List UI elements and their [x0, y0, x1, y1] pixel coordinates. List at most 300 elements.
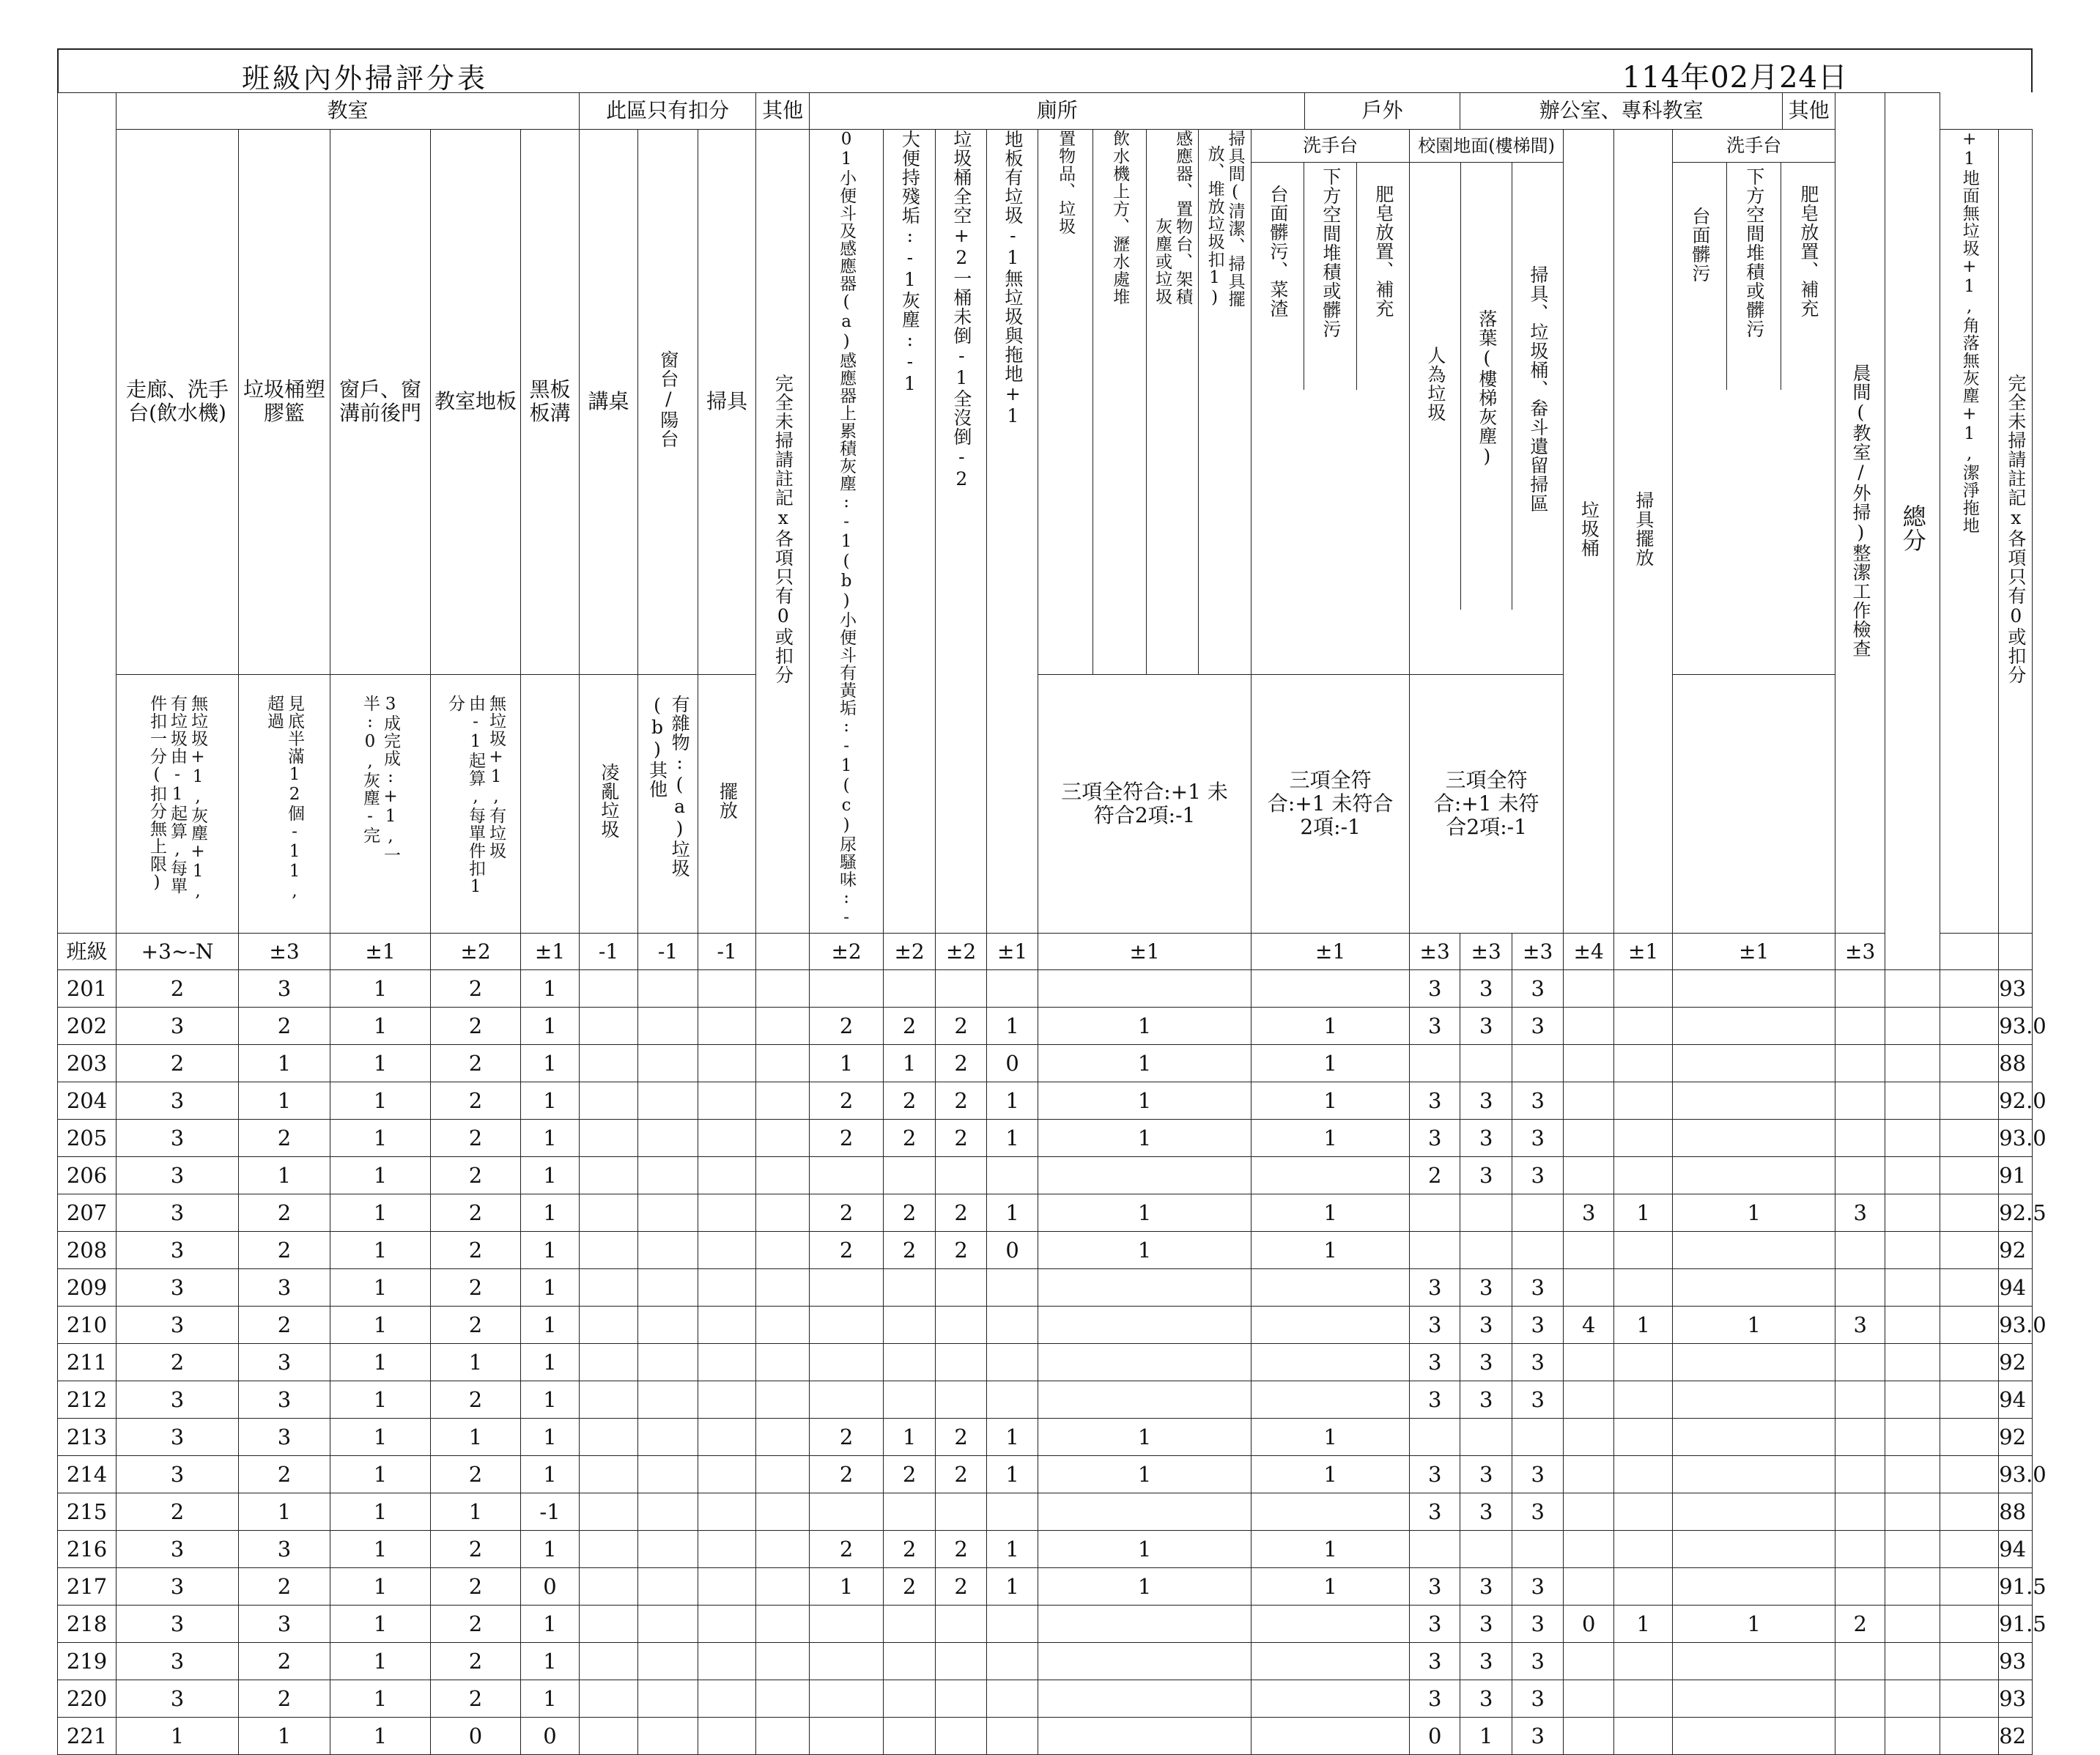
score-cell: 92 [1999, 1232, 2033, 1269]
pts-c7: -1 [638, 934, 698, 970]
score-cell: 1 [987, 1194, 1038, 1232]
table-row [58, 1120, 2033, 1157]
score-cell [810, 1269, 884, 1307]
score-cell [1564, 1344, 1614, 1381]
score-cell: 3 [1835, 1194, 1885, 1232]
score-cell [1460, 1419, 1512, 1456]
score-cell: 94 [1999, 1381, 2033, 1419]
score-cell [1460, 1194, 1512, 1232]
score-cell [1885, 1045, 1940, 1082]
score-cell [1614, 1232, 1673, 1269]
score-cell: 2 [431, 1082, 521, 1120]
table-row [58, 1531, 2033, 1568]
score-cell: 2 [431, 1120, 521, 1157]
score-cell: 3 [1410, 1269, 1460, 1307]
score-cell [1835, 1568, 1885, 1606]
score-cell [1885, 1120, 1940, 1157]
pts-c10: ±2 [810, 934, 884, 970]
score-cell: 1 [117, 1718, 239, 1755]
score-cell [1512, 1232, 1564, 1269]
score-cell [884, 1157, 936, 1194]
score-cell: 220 [58, 1680, 117, 1718]
score-cell [1614, 1568, 1673, 1606]
score-cell [756, 1045, 810, 1082]
score-cell [638, 1680, 698, 1718]
score-cell: 3 [239, 1419, 330, 1456]
score-cell [1940, 1008, 1999, 1045]
score-cell: 1 [1614, 1194, 1673, 1232]
pts-c17: ±3 [1460, 934, 1512, 970]
score-cell: 2 [117, 1344, 239, 1381]
group-classroom: 教室 [117, 93, 580, 130]
table-row [58, 1269, 2033, 1307]
score-cell: 1 [330, 1718, 431, 1755]
score-cell: 2 [936, 1456, 987, 1493]
sink-office-header [1673, 130, 1835, 675]
score-cell [698, 1232, 756, 1269]
score-cell [936, 1307, 987, 1344]
score-cell: 4 [1564, 1307, 1614, 1344]
score-cell: 1 [1252, 1456, 1410, 1493]
col-toilet-stain: 大便持殘垢:-1灰塵:-1 [884, 130, 936, 934]
score-cell [1835, 1120, 1885, 1157]
score-cell [1940, 1419, 1999, 1456]
score-cell [1564, 1680, 1614, 1718]
score-cell: 1 [239, 1157, 330, 1194]
score-cell: 1 [521, 1194, 580, 1232]
score-cell: 3 [1410, 1606, 1460, 1643]
score-cell [936, 1157, 987, 1194]
score-cell [756, 1307, 810, 1344]
score-cell: 2 [239, 1120, 330, 1157]
score-cell: 202 [58, 1008, 117, 1045]
col-sink-surface: 台面髒污、菜渣 [1252, 163, 1304, 390]
score-cell: 94 [1999, 1531, 2033, 1568]
score-cell: 3 [1460, 970, 1512, 1008]
pts-c4: ±2 [431, 934, 521, 970]
score-cell: 3 [239, 1344, 330, 1381]
score-cell [1512, 1194, 1564, 1232]
score-cell: 3 [117, 1307, 239, 1344]
score-cell [987, 1493, 1038, 1531]
score-cell: 1 [1252, 1531, 1410, 1568]
score-cell [987, 1307, 1038, 1344]
score-cell [1940, 1568, 1999, 1606]
score-cell: 1 [330, 1606, 431, 1643]
score-cell [1252, 1680, 1410, 1718]
table-row [58, 1194, 2033, 1232]
score-cell [884, 1493, 936, 1531]
table-row [58, 1680, 2033, 1718]
score-cell [810, 1344, 884, 1381]
score-cell: 1 [521, 1045, 580, 1082]
score-cell: 3 [1512, 1680, 1564, 1718]
score-cell [756, 1344, 810, 1381]
score-cell [638, 1157, 698, 1194]
table-row [58, 1606, 2033, 1643]
score-cell [638, 1232, 698, 1269]
score-cell [580, 1680, 638, 1718]
table-row [58, 1307, 2033, 1344]
score-cell: 91 [1999, 1157, 2033, 1194]
pts-c12: ±2 [936, 934, 987, 970]
score-cell: 1 [521, 1419, 580, 1456]
score-cell: 2 [431, 1045, 521, 1082]
score-cell: 206 [58, 1157, 117, 1194]
score-cell [1940, 1718, 1999, 1755]
score-cell [1512, 1045, 1564, 1082]
score-cell: 1 [1614, 1307, 1673, 1344]
col-blackboard: 黑板板溝 [521, 130, 580, 675]
score-cell [987, 1157, 1038, 1194]
score-cell: 3 [1512, 1568, 1564, 1606]
score-cell [1038, 1718, 1252, 1755]
col-trash-basket: 垃圾桶塑膠籃 [239, 130, 330, 675]
score-cell: 1 [239, 1718, 330, 1755]
score-cell: 1 [1038, 1120, 1252, 1157]
score-cell [698, 1269, 756, 1307]
score-cell: 201 [58, 970, 117, 1008]
score-cell: 1 [1038, 1194, 1252, 1232]
score-cell: 2 [810, 1194, 884, 1232]
col-tools-left: 掃具、垃圾桶、畚斗遺留掃區 [1527, 265, 1549, 513]
score-cell: 3 [1460, 1568, 1512, 1606]
score-cell [810, 1493, 884, 1531]
score-cell [810, 1606, 884, 1643]
score-cell: 2 [239, 1568, 330, 1606]
score-cell [1673, 1232, 1835, 1269]
campus-ground-title: 校園地面(樓梯間) [1410, 130, 1563, 163]
score-cell: 92 [1999, 1419, 2033, 1456]
score-cell: 3 [1460, 1493, 1512, 1531]
pts-c24 [1999, 934, 2033, 970]
col-office-trash: 垃圾桶 [1564, 130, 1614, 934]
score-cell: 216 [58, 1531, 117, 1568]
score-cell [638, 1120, 698, 1157]
score-cell: 3 [1512, 970, 1564, 1008]
col-dust-trash: 灰塵或垃圾感應器、置物台、架積 [1147, 130, 1199, 675]
score-cell [1673, 1381, 1835, 1419]
col-water-dispenser: 飲水機上方、瀝水處堆 [1093, 130, 1147, 675]
score-cell [1940, 1643, 1999, 1680]
score-cell [756, 1194, 810, 1232]
score-cell: 209 [58, 1269, 117, 1307]
score-cell: 3 [117, 1606, 239, 1643]
score-cell: 3 [1512, 1606, 1564, 1643]
score-cell [1940, 1307, 1999, 1344]
score-cell: 1 [330, 1120, 431, 1157]
rule-corridor: 無垃圾+1,灰塵+1,有垃圾由-1起算,每單件扣一分(扣分無上限) [117, 674, 239, 934]
score-cell: 3 [1410, 1344, 1460, 1381]
score-cell [638, 1419, 698, 1456]
score-cell [638, 1269, 698, 1307]
score-cell [810, 1381, 884, 1419]
score-cell [1564, 1008, 1614, 1045]
score-cell [1673, 970, 1835, 1008]
score-cell: 3 [1512, 1157, 1564, 1194]
pts-c21: ±1 [1673, 934, 1835, 970]
score-table [57, 92, 2047, 1755]
score-cell [810, 1680, 884, 1718]
score-cell: 205 [58, 1120, 117, 1157]
score-cell: 3 [1512, 1381, 1564, 1419]
score-cell: 217 [58, 1568, 117, 1606]
score-cell [1252, 1307, 1410, 1344]
score-cell [1614, 1493, 1673, 1531]
score-cell: 3 [117, 1680, 239, 1718]
score-cell: 221 [58, 1718, 117, 1755]
score-cell [1940, 1045, 1999, 1082]
score-cell: 1 [1460, 1718, 1512, 1755]
pts-c13: ±1 [987, 934, 1038, 970]
sink-toilet-header [1252, 130, 1410, 675]
score-cell [638, 970, 698, 1008]
score-cell [936, 1606, 987, 1643]
score-cell: 1 [330, 970, 431, 1008]
score-cell: 1 [987, 1456, 1038, 1493]
score-cell: 2 [431, 1232, 521, 1269]
group-office: 辦公室、專科教室 [1460, 93, 1783, 130]
score-cell [1673, 1493, 1835, 1531]
score-cell [698, 1606, 756, 1643]
score-cell [698, 1120, 756, 1157]
score-cell [1885, 1718, 1940, 1755]
score-cell: 2 [884, 1194, 936, 1232]
table-row [58, 1568, 2033, 1606]
score-cell: 2 [239, 1643, 330, 1680]
score-cell [1038, 1269, 1252, 1307]
score-cell: 2 [431, 1456, 521, 1493]
score-cell: 1 [521, 1120, 580, 1157]
score-cell: 93 [1999, 1680, 2033, 1718]
score-cell: 2 [936, 1045, 987, 1082]
score-cell [810, 1307, 884, 1344]
score-cell [698, 1643, 756, 1680]
score-cell: 2 [239, 1456, 330, 1493]
score-cell [1940, 1493, 1999, 1531]
score-cell [580, 1120, 638, 1157]
score-cell [1885, 1344, 1940, 1381]
score-cell [638, 1493, 698, 1531]
score-cell: -1 [521, 1493, 580, 1531]
score-cell: 3 [1460, 1120, 1512, 1157]
score-cell: 2 [431, 1008, 521, 1045]
score-cell [756, 1493, 810, 1531]
score-cell: 1 [330, 1194, 431, 1232]
score-cell: 2 [810, 1531, 884, 1568]
score-cell: 3 [239, 1381, 330, 1419]
score-cell: 2 [936, 1194, 987, 1232]
score-cell: 1 [521, 1008, 580, 1045]
col-tool-room: 放、堆放垃圾扣1)掃具間(清潔、掃具擺 [1199, 130, 1252, 675]
score-cell [580, 1643, 638, 1680]
score-cell [884, 1643, 936, 1680]
score-cell [1940, 1531, 1999, 1568]
score-cell: 3 [1460, 1082, 1512, 1120]
score-cell [1835, 1643, 1885, 1680]
col-total: 總分 [1885, 93, 1940, 970]
score-cell: 1 [330, 1045, 431, 1082]
score-cell: 3 [1410, 1120, 1460, 1157]
score-cell: 1 [431, 1493, 521, 1531]
score-cell [698, 1045, 756, 1082]
score-cell [638, 1381, 698, 1419]
col-office-sink-surface: 台面髒污 [1673, 163, 1727, 390]
report-date: 114年02月24日 [1622, 61, 1848, 95]
score-cell: 2 [117, 1493, 239, 1531]
score-cell [638, 1568, 698, 1606]
score-cell: 214 [58, 1456, 117, 1493]
score-cell [1614, 1344, 1673, 1381]
score-cell: 3 [1460, 1157, 1512, 1194]
score-cell [1835, 1456, 1885, 1493]
score-cell: 92.5 [1999, 1194, 2033, 1232]
score-cell [1885, 1157, 1940, 1194]
score-cell: 1 [521, 1381, 580, 1419]
score-cell: 3 [1410, 1381, 1460, 1419]
score-cell [1673, 1568, 1835, 1606]
score-cell: 1 [987, 1419, 1038, 1456]
score-cell [1564, 1493, 1614, 1531]
score-cell: 1 [330, 1568, 431, 1606]
score-cell [1038, 1381, 1252, 1419]
score-cell: 1 [1673, 1606, 1835, 1643]
score-cell: 2 [431, 1531, 521, 1568]
score-cell [1410, 1194, 1460, 1232]
score-cell: 3 [117, 1232, 239, 1269]
score-cell [1410, 1232, 1460, 1269]
score-cell [936, 1269, 987, 1307]
col-podium: 講桌 [580, 130, 638, 675]
score-cell [1038, 1157, 1252, 1194]
score-cell [756, 1120, 810, 1157]
score-cell [698, 1718, 756, 1755]
score-cell [1252, 1157, 1410, 1194]
col-corridor-sink: 走廊、洗手台(飲水機) [117, 130, 239, 675]
score-cell: 219 [58, 1643, 117, 1680]
score-cell: 1 [521, 1082, 580, 1120]
score-cell [987, 1718, 1038, 1755]
score-cell: 3 [239, 1606, 330, 1643]
score-cell: 2 [431, 970, 521, 1008]
sink-toilet-title: 洗手台 [1252, 130, 1409, 163]
score-cell: 3 [117, 1082, 239, 1120]
score-cell [1614, 1045, 1673, 1082]
score-cell: 3 [1512, 1120, 1564, 1157]
score-cell [1885, 1194, 1940, 1232]
score-cell: 1 [330, 1419, 431, 1456]
score-cell [580, 1045, 638, 1082]
rule-podium: 凌亂垃圾 [580, 674, 638, 934]
score-cell: 2 [936, 1082, 987, 1120]
score-cell: 3 [1460, 1643, 1512, 1680]
score-cell [1614, 1120, 1673, 1157]
score-cell: 1 [521, 1680, 580, 1718]
score-cell [638, 1008, 698, 1045]
score-cell [1512, 1419, 1564, 1456]
score-cell [1673, 1269, 1835, 1307]
score-cell: 2 [431, 1568, 521, 1606]
score-cell: 2 [431, 1194, 521, 1232]
score-cell: 3 [1512, 1718, 1564, 1755]
table-row [58, 1381, 2033, 1419]
score-cell [756, 1232, 810, 1269]
score-cell: 1 [1252, 1194, 1410, 1232]
score-cell [580, 1456, 638, 1493]
score-cell [936, 1643, 987, 1680]
score-cell [936, 1718, 987, 1755]
score-cell [1038, 970, 1252, 1008]
score-cell: 3 [117, 1531, 239, 1568]
score-cell [1673, 1120, 1835, 1157]
score-cell [1252, 1643, 1410, 1680]
score-cell: 1 [1673, 1194, 1835, 1232]
score-cell: 2 [884, 1456, 936, 1493]
group-other-2: 其他 [1783, 93, 1835, 130]
score-cell [1410, 1045, 1460, 1082]
col-urinal: 01小便斗及感應器(a)感應器上累積灰塵:-1(b)小便斗有黃垢:-1(c)尿騷味:- [810, 130, 884, 934]
pts-c22: ±3 [1835, 934, 1885, 970]
score-cell: 2 [431, 1606, 521, 1643]
score-cell: 1 [1252, 1045, 1410, 1082]
score-cell [1252, 970, 1410, 1008]
score-cell: 2 [239, 1008, 330, 1045]
score-cell: 212 [58, 1381, 117, 1419]
score-cell: 1 [1038, 1456, 1252, 1493]
score-cell [638, 1643, 698, 1680]
score-cell [1940, 1194, 1999, 1232]
score-cell: 1 [521, 1307, 580, 1344]
score-cell [1252, 1718, 1410, 1755]
score-cell: 3 [1410, 1680, 1460, 1718]
score-cell [1512, 1531, 1564, 1568]
score-cell [1940, 1120, 1999, 1157]
score-cell [1460, 1045, 1512, 1082]
score-cell [1673, 1456, 1835, 1493]
score-cell: 1 [1252, 1120, 1410, 1157]
col-morning-check: 晨間(教室/外掃)整潔工作檢查 [1835, 93, 1885, 934]
score-cell: 3 [117, 1269, 239, 1307]
score-cell [638, 1045, 698, 1082]
corner-cell [58, 93, 117, 934]
score-cell [1410, 1419, 1460, 1456]
score-cell [756, 1606, 810, 1643]
score-cell [1038, 1344, 1252, 1381]
score-cell [1673, 1718, 1835, 1755]
score-cell: 1 [1673, 1307, 1835, 1344]
score-cell [1885, 1381, 1940, 1419]
table-row [58, 1157, 2033, 1194]
pts-c15: ±1 [1252, 934, 1410, 970]
score-cell: 215 [58, 1493, 117, 1531]
score-cell: 1 [521, 1269, 580, 1307]
score-cell [756, 1568, 810, 1606]
score-cell: 1 [1038, 1082, 1252, 1120]
score-cell [1038, 1680, 1252, 1718]
score-cell [1614, 1082, 1673, 1120]
score-cell: 2 [936, 1008, 987, 1045]
score-cell [1940, 1381, 1999, 1419]
score-cell [1835, 1157, 1885, 1194]
score-cell: 1 [1038, 1419, 1252, 1456]
score-cell [1885, 970, 1940, 1008]
score-cell [1885, 1307, 1940, 1344]
score-cell: 1 [1038, 1045, 1252, 1082]
col-leaves: 落葉(樓梯灰塵) [1461, 163, 1512, 610]
score-cell: 2 [936, 1419, 987, 1456]
score-cell: 2 [431, 1680, 521, 1718]
score-cell [698, 1344, 756, 1381]
